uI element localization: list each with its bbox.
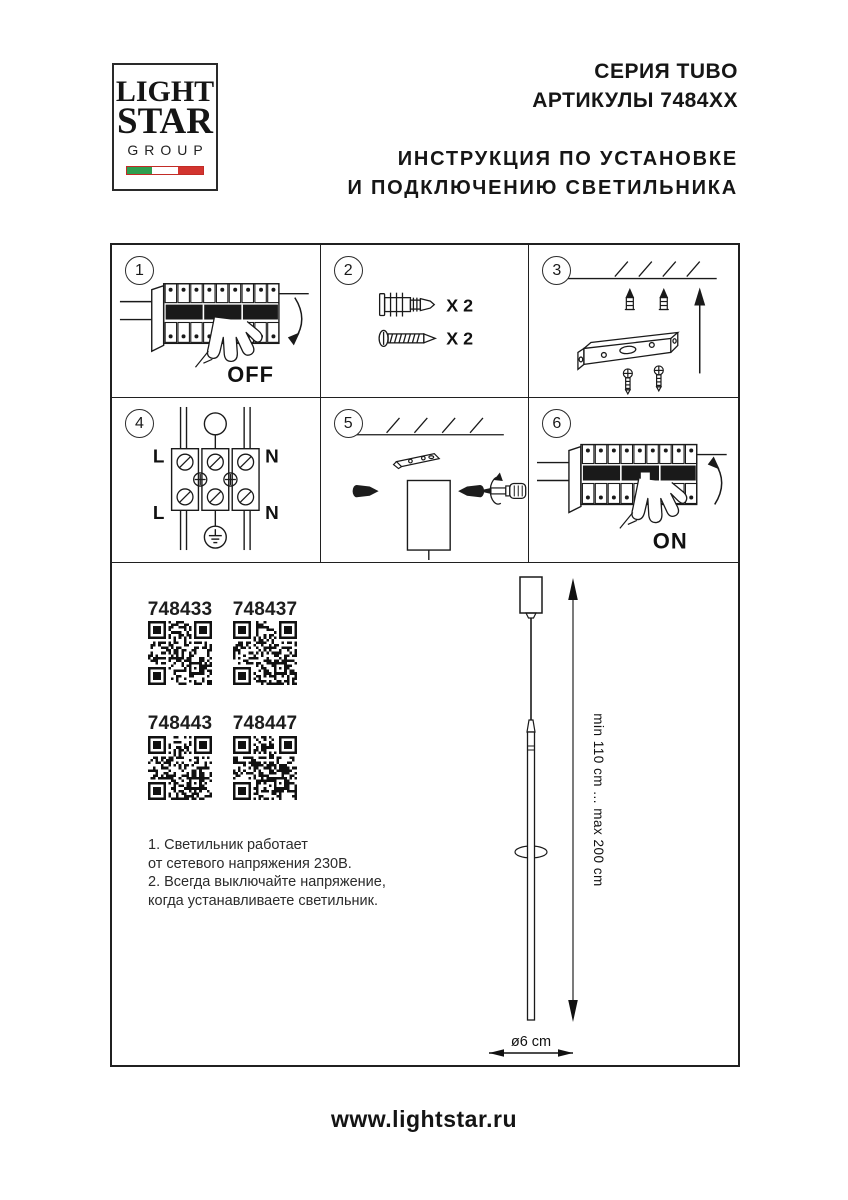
pressing-finger-icon — [632, 479, 687, 523]
left-screw-icon — [352, 485, 378, 497]
dowel-icon — [379, 293, 434, 317]
document-title-line2: И ПОДКЛЮЧЕНИЮ СВЕТИЛЬНИКА — [347, 177, 738, 199]
switch-down-arrow-icon — [288, 298, 302, 346]
document-title-line1: ИНСТРУКЦИЯ ПО УСТАНОВКЕ — [397, 148, 738, 170]
diameter-dimension-arrow — [489, 1049, 573, 1057]
line-label-bottom: L — [152, 502, 165, 524]
height-dimension-arrow — [568, 578, 578, 1022]
step-2-panel — [321, 245, 530, 398]
up-arrow-icon — [695, 288, 706, 374]
lamp-tube — [528, 732, 535, 1020]
series-title: СЕРИЯ TUBO — [594, 60, 738, 83]
instruction-grid — [110, 243, 740, 1067]
step-6-number-badge: 6 — [542, 409, 571, 438]
logo-word-group: GROUP — [127, 142, 209, 158]
article-748447-label: 748447 — [232, 713, 298, 734]
note-line-2: от сетевого напряжения 230В. — [148, 855, 352, 872]
step-3-number-badge: 3 — [542, 256, 571, 285]
product-panel — [112, 563, 738, 1065]
lightstar-logo — [112, 63, 218, 191]
articles-title: АРТИКУЛЫ 7484XX — [532, 89, 738, 112]
dowel-qty-label: X 2 — [445, 295, 473, 316]
lamp-dimension-drawing — [112, 563, 738, 1065]
italian-flag-icon — [126, 166, 204, 175]
height-range-label: min 110 cm ... max 200 cm — [591, 713, 606, 887]
step-1-panel — [112, 245, 321, 398]
header-block — [347, 57, 738, 203]
note-line-1: 1. Светильник работает — [148, 837, 308, 853]
article-748437-label: 748437 — [232, 599, 298, 620]
ceiling-icon — [348, 418, 503, 435]
step-4-panel — [112, 398, 321, 563]
article-748443-label: 748443 — [147, 713, 213, 734]
lamp-canopy — [520, 577, 542, 613]
bracket-icon — [393, 454, 439, 469]
off-label: OFF — [227, 362, 274, 388]
article-748433-label: 748433 — [147, 599, 213, 620]
anchor-icons — [625, 290, 669, 310]
canopy-icon — [407, 480, 450, 559]
screwdriver-icon — [482, 483, 526, 498]
document-title — [347, 145, 738, 203]
pendant-lamp-icon — [515, 577, 547, 1020]
note-line-4: когда устанавливаете светильник. — [148, 892, 379, 909]
terminal-screws — [177, 454, 254, 505]
diameter-label: ø6 cm — [510, 1034, 552, 1050]
on-label: ON — [653, 528, 689, 554]
note-line-3: 2. Всегда выключайте напряжение, — [148, 874, 386, 890]
screw-icon — [379, 330, 435, 346]
right-screw-icon — [458, 485, 484, 497]
step-1-number-badge: 1 — [125, 256, 154, 285]
step-5-number-badge: 5 — [334, 409, 363, 438]
neutral-label-top: N — [265, 445, 279, 467]
ceiling-icon — [551, 262, 717, 279]
mounting-bracket-icon — [578, 332, 678, 369]
ground-symbol-icon — [204, 510, 226, 548]
step-2-number-badge: 2 — [334, 256, 363, 285]
step-4-number-badge: 4 — [125, 409, 154, 438]
line-label-top: L — [152, 445, 165, 467]
step-5-panel — [321, 398, 530, 563]
step-6-panel — [529, 398, 738, 563]
website-link: www.lightstar.ru — [330, 1106, 518, 1132]
screw-icons — [624, 366, 664, 394]
logo-word-star: STAR — [117, 101, 213, 142]
screw-qty-label: X 2 — [445, 328, 473, 349]
switch-up-arrow-icon — [708, 457, 722, 505]
logo-word-light: LIGHT — [115, 75, 215, 108]
step-3-panel — [529, 245, 738, 398]
neutral-label-bottom: N — [265, 502, 279, 524]
